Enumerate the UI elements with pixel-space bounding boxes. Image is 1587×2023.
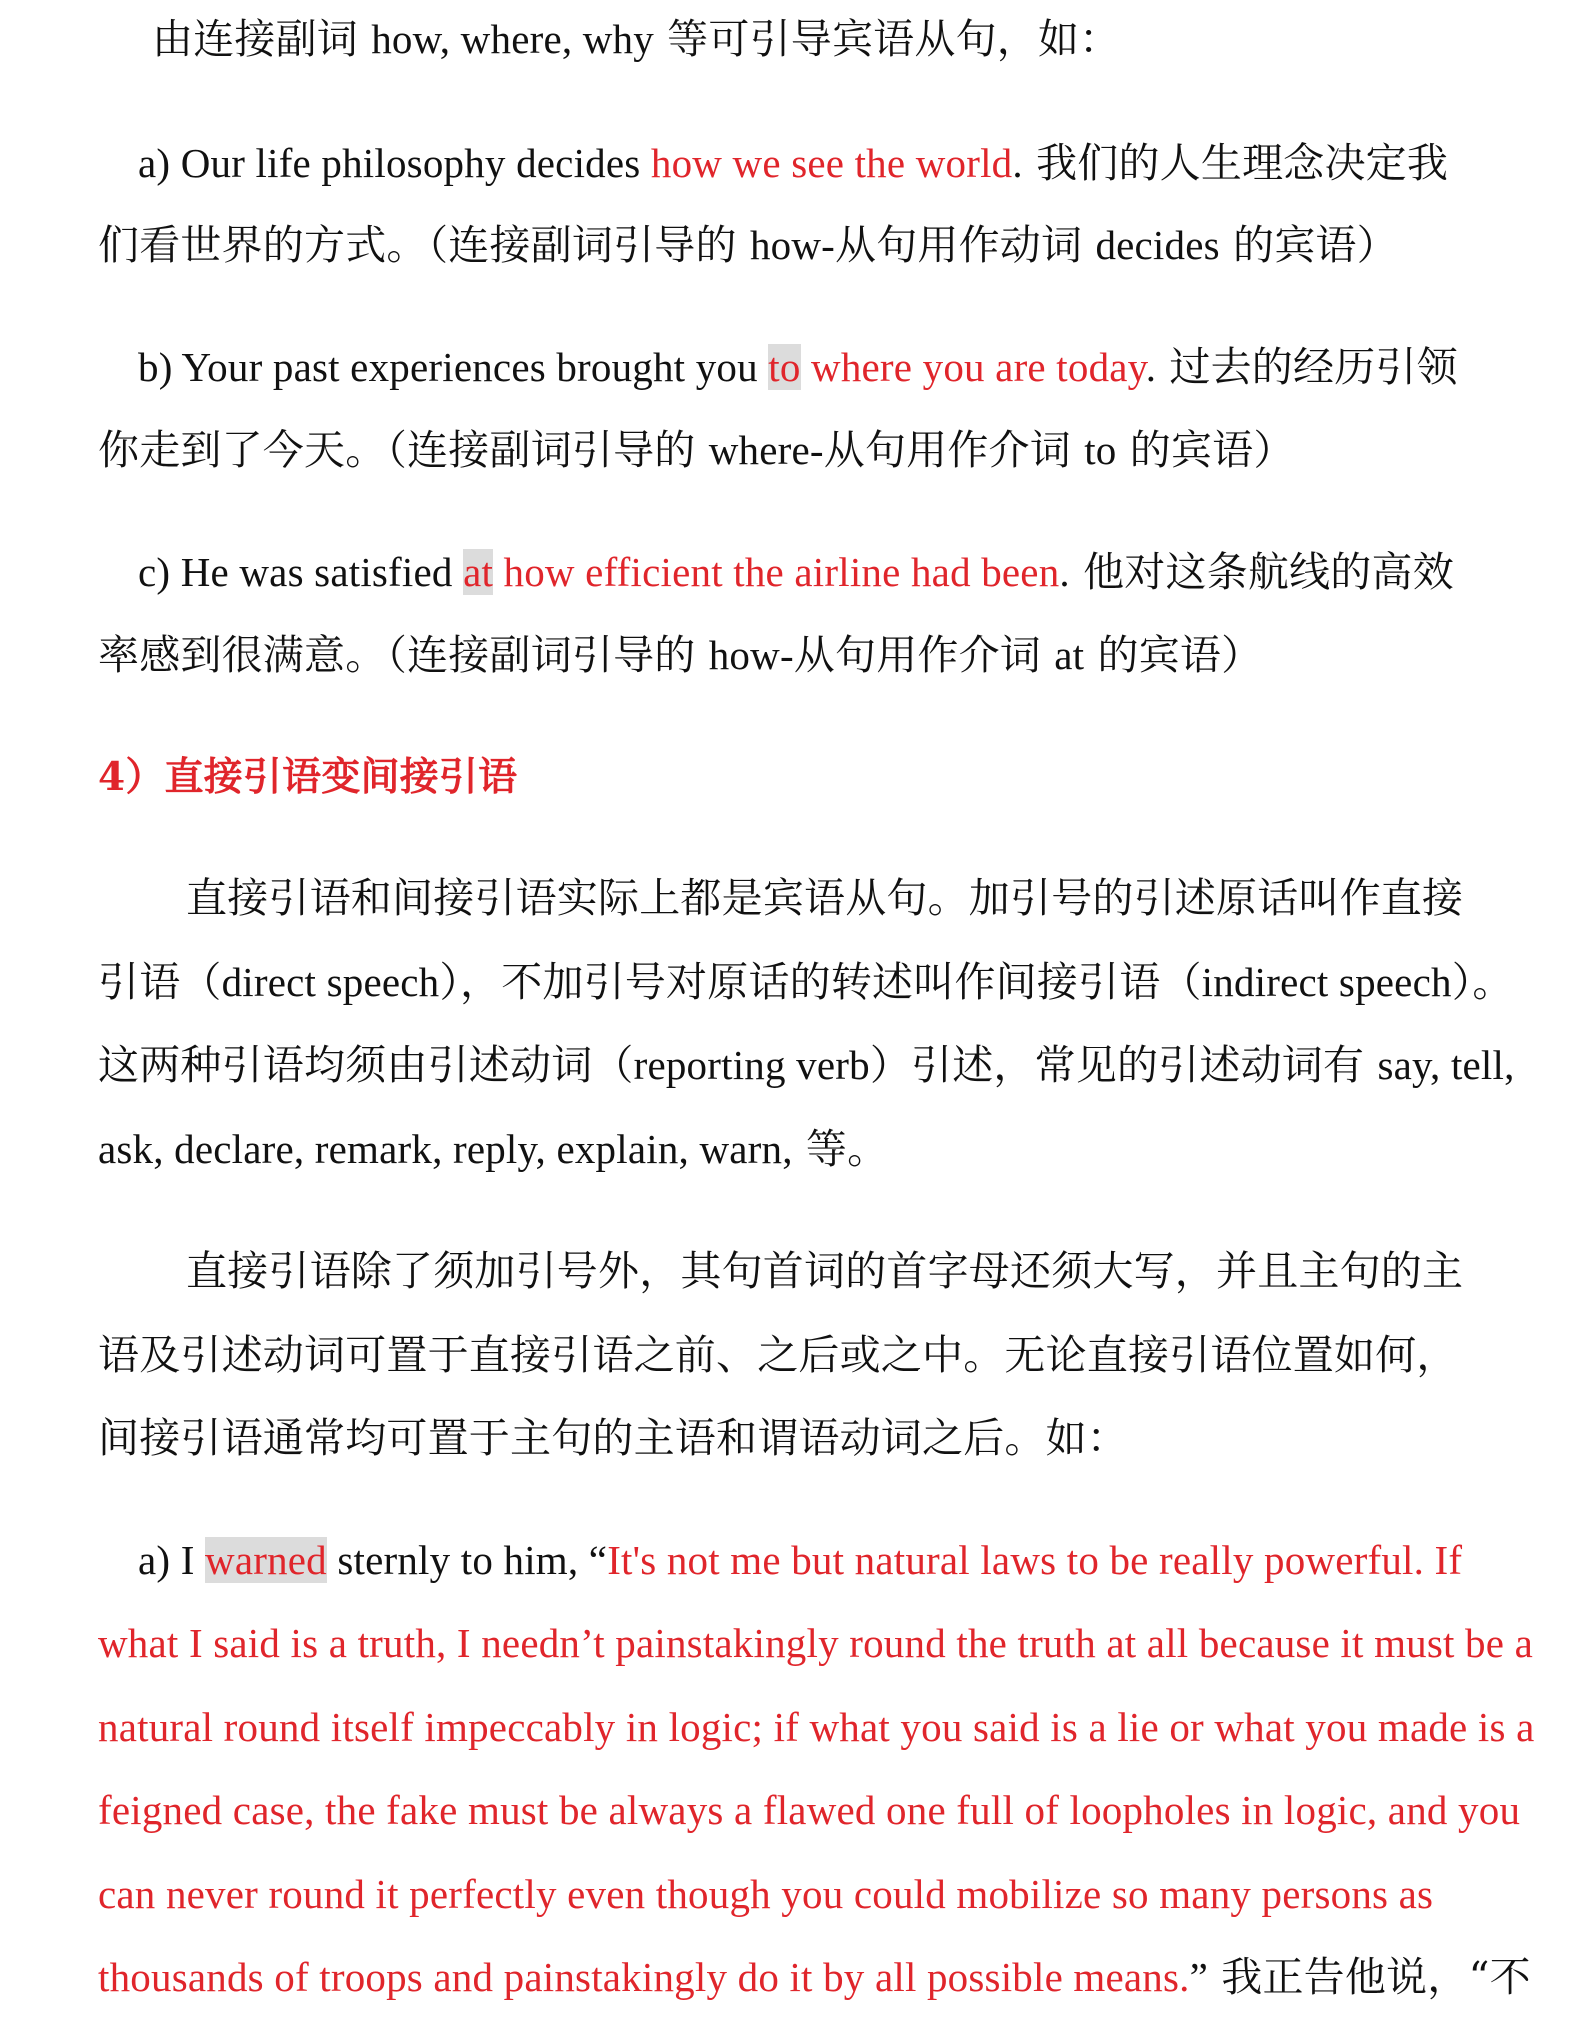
- example-b-label: b) Your past experiences brought you: [138, 344, 769, 390]
- para1-l2-b: direct speech: [221, 959, 440, 1005]
- example-a-period: .: [1012, 140, 1023, 186]
- para2-line3: 间接引语通常均可置于主句的主语和谓语动词之后。如：: [98, 1414, 1128, 1462]
- example-a-line1: [138, 138, 1448, 188]
- example-a-label: a) Our life philosophy decides: [138, 140, 651, 186]
- para1-l2-d: indirect speech: [1201, 959, 1452, 1005]
- para1-l4-b: 等。: [792, 1125, 889, 1173]
- example-b-period: .: [1145, 344, 1157, 390]
- example-d-rest: sternly to him, “: [326, 1537, 608, 1583]
- example-d-q3: natural round itself impeccably in logic; if what you said is a lie or what you made is a: [98, 1704, 1535, 1750]
- example-b-zh: 过去的经历引领: [1156, 343, 1458, 391]
- example-c-prep: at: [463, 549, 494, 595]
- para1-l3-c: ）引述，常见的引述动词有: [869, 1041, 1378, 1089]
- para1-l2-c: ），不加引号对原话的转述叫作间接引语（: [439, 958, 1202, 1006]
- example-c-zh: 他对这条航线的高效: [1069, 548, 1454, 596]
- para1-l3-b: reporting verb: [633, 1042, 870, 1088]
- para1-l2-e: ）。: [1451, 958, 1514, 1006]
- example-a-line2-verb: decides: [1095, 222, 1220, 268]
- example-d-zh: 我正告他说，“不: [1208, 1953, 1531, 2001]
- example-b-line2-pre: 你走到了今天。（连接副词引导的: [98, 426, 709, 474]
- example-d-label: a) I: [138, 1537, 206, 1583]
- section-heading: 4）直接引语变间接引语: [98, 754, 518, 800]
- intro-post: 等可引导宾语从句，如：: [653, 15, 1121, 63]
- example-c-clause: how efficient the airline had been: [493, 549, 1060, 595]
- para1-l2-a: 引语（: [98, 958, 222, 1006]
- example-d-line1: [138, 1535, 1462, 1585]
- example-c-line2-post: 的宾语）: [1084, 631, 1263, 679]
- example-c-line2-mid: 从句用作介词: [793, 631, 1055, 679]
- example-d-close: ”: [1189, 1954, 1209, 2000]
- example-d-verb: warned: [205, 1537, 327, 1583]
- example-c-label: c) He was satisfied: [138, 549, 464, 595]
- example-a-clause: how we see the world: [650, 140, 1013, 186]
- example-b-prep: to: [768, 344, 801, 390]
- example-d-q1: It's not me but natural laws to be really powerful. If: [607, 1537, 1463, 1583]
- para1-line3: [98, 1040, 1515, 1090]
- para1-line1: 直接引语和间接引语实际上都是宾语从句。加引号的引述原话叫作直接: [186, 874, 1464, 922]
- para1-line2: [98, 957, 1514, 1007]
- example-c-line2-prep: at: [1054, 632, 1085, 678]
- example-b-line2-post: 的宾语）: [1116, 426, 1295, 474]
- example-b-line2-mid: 从句用作介词: [823, 426, 1085, 474]
- example-b-clause: where you are today: [800, 344, 1146, 390]
- example-b-line2: [98, 425, 1295, 475]
- example-d-q6: thousands of troops and painstakingly do it by all possible means.: [98, 1954, 1190, 2000]
- example-a-zh: 我们的人生理念决定我: [1022, 139, 1449, 187]
- example-d-q2: what I said is a truth, I needn’t painstakingly round the truth at all because it must be a: [98, 1620, 1534, 1666]
- example-c-line2-pre: 率感到很满意。（连接副词引导的: [98, 631, 709, 679]
- intro-words: how, where, why: [371, 16, 654, 62]
- example-c-line2-how: how-: [708, 632, 794, 678]
- example-b-line2-prep: to: [1084, 427, 1117, 473]
- para2-line2: 语及引述动词可置于直接引语之前、之后或之中。无论直接引语位置如何，: [98, 1331, 1458, 1379]
- example-c-period: .: [1059, 549, 1070, 595]
- para1-l4-a: ask, declare, remark, reply, explain, warn,: [98, 1126, 793, 1172]
- example-c-line1: [138, 547, 1454, 597]
- example-d-line6: [98, 1952, 1531, 2002]
- example-b-line2-where: where-: [708, 427, 824, 473]
- example-a-line2-how: how-: [749, 222, 835, 268]
- para1-line4: [98, 1124, 888, 1174]
- example-d-q5: can never round it perfectly even though you could mobilize so many persons as: [98, 1871, 1434, 1917]
- intro-pre: 由连接副词: [152, 15, 372, 63]
- example-a-line2: [98, 220, 1398, 270]
- para1-l3-d: say, tell,: [1377, 1042, 1515, 1088]
- intro-line: [152, 14, 1120, 64]
- para1-l3-a: 这两种引语均须由引述动词（: [98, 1041, 634, 1089]
- example-a-line2-mid: 从句用作动词: [835, 221, 1096, 269]
- example-c-line2: [98, 630, 1262, 680]
- example-a-line2-pre: 们看世界的方式。（连接副词引导的: [98, 221, 750, 269]
- example-d-q4: feigned case, the fake must be always a flawed one full of loopholes in logic, and you: [98, 1787, 1521, 1833]
- example-a-line2-post: 的宾语）: [1219, 221, 1398, 269]
- example-b-line1: [138, 342, 1458, 392]
- para2-line1: 直接引语除了须加引号外，其句首词的首字母还须大写，并且主句的主: [186, 1247, 1464, 1295]
